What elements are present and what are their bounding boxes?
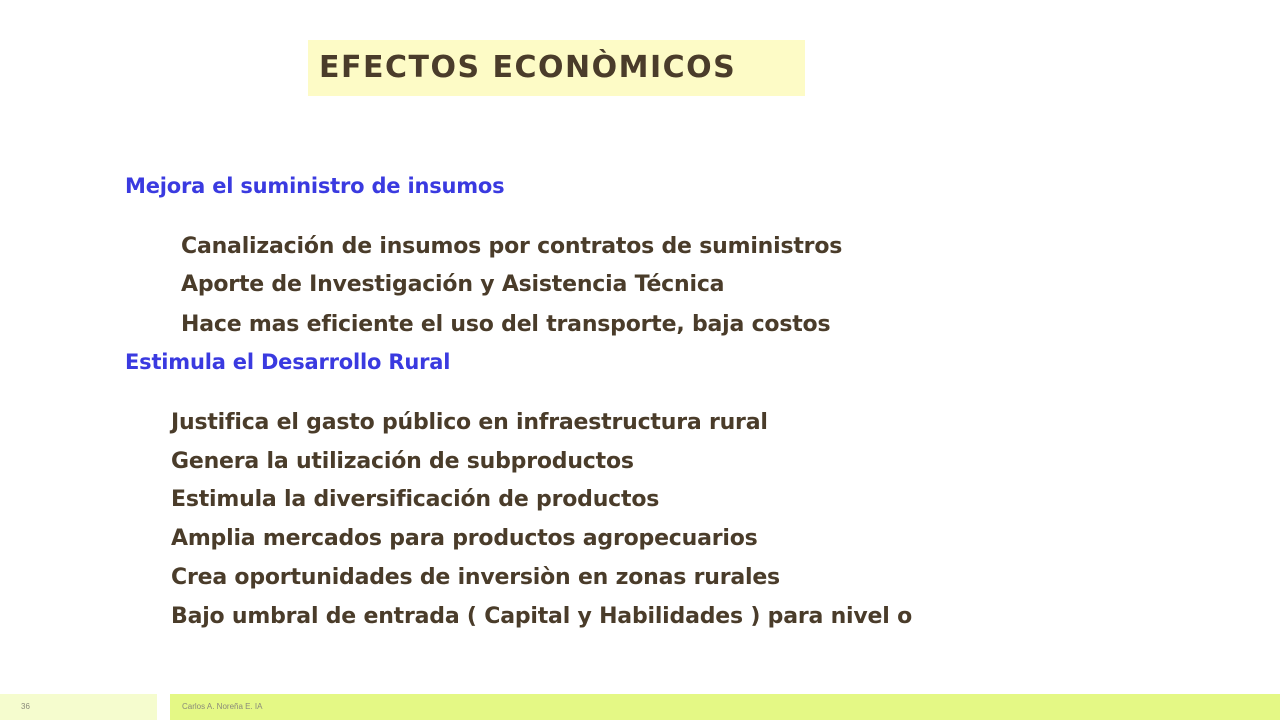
list-item: Bajo umbral de entrada ( Capital y Habilidades ) para nivel o (171, 604, 912, 629)
list-item: Canalización de insumos por contratos de suministros (181, 234, 843, 259)
list-item: Aporte de Investigación y Asistencia Técnica (181, 272, 725, 297)
footer-bar (170, 694, 1280, 720)
list-item: Hace mas eficiente el uso del transporte, baja costos (181, 312, 831, 337)
section-heading-desarrollo-rural: Estimula el Desarrollo Rural (125, 350, 451, 374)
list-item: Crea oportunidades de inversiòn en zonas rurales (171, 565, 780, 590)
list-item: Estimula la diversificación de productos (171, 487, 660, 512)
list-item: Justifica el gasto público en infraestructura rural (171, 410, 768, 435)
footer-slide-number-panel (0, 694, 157, 720)
section-heading-insumos: Mejora el suministro de insumos (125, 174, 505, 198)
slide-number: 36 (21, 702, 30, 711)
title-box (308, 40, 805, 96)
list-item: Genera la utilización de subproductos (171, 449, 634, 474)
slide-title: EFECTOS ECONÒMICOS (319, 50, 737, 85)
footer-author: Carlos A. Noreña E. IA (182, 702, 263, 711)
list-item: Amplia mercados para productos agropecuarios (171, 526, 758, 551)
